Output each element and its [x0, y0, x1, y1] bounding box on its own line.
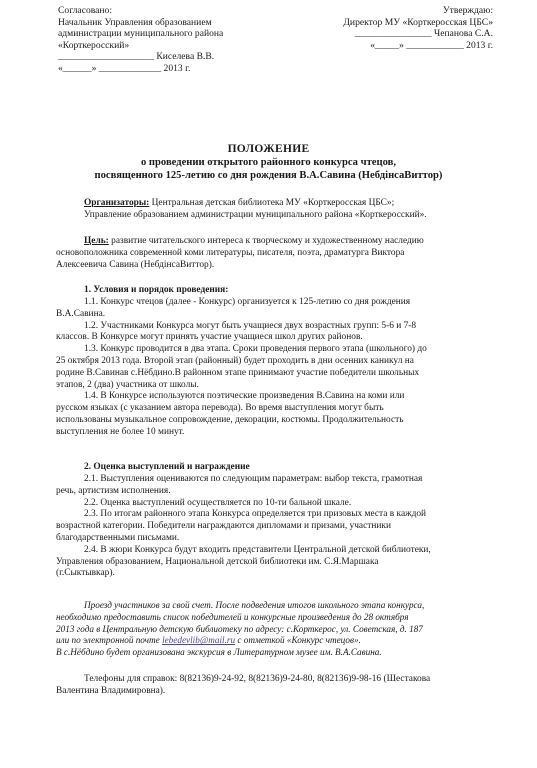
title-sub2: посвященного 125-летию со дня рождения В.А.Савина (НебдінсаВиттор): [94, 170, 443, 181]
organizers-text-1: Центральная детская библиотека МУ «Корткеросская ЦБС»;: [149, 198, 395, 208]
section2-line: 2.2. Оценка выступлений осуществляется по 10-ти бальной шкале.: [84, 497, 352, 508]
organizers-line-1: [84, 198, 499, 210]
confirm-position: Директор МУ «Корткеросская ЦБС»: [343, 16, 493, 28]
confirm-date: «_____» ____________ 2013 г.: [370, 39, 493, 51]
note-line-4-pre: или по электронной почте: [56, 635, 163, 646]
section2-line: (г.Сыктывкар).: [56, 568, 115, 579]
note-line-3: 2013 года в Центральную детскую библиотеку по адресу: с.Корткерос, ул. Советская, д. 187: [56, 623, 423, 634]
note-line-2: необходимо предоставить список победителей и конкурсные произведения до 28 октября: [56, 611, 409, 622]
section1-body: [56, 297, 499, 439]
document-title: [0, 142, 537, 182]
section1-line: 1.2. Участниками Конкурса могут быть учащиеся двух возрастных групп: 5-6 и 7-8: [84, 320, 417, 331]
section2-line: речь, артистизм исполнения.: [56, 485, 171, 496]
goal-paragraph: [56, 236, 499, 271]
organizers-paragraph: [84, 198, 499, 222]
section1-line: 1.3. Конкурс проводится в два этапа. Сроки проведения первого этапа (школьного) до: [84, 344, 427, 355]
section1-line: выступления не более 10 минут.: [56, 426, 185, 437]
title-main: ПОЛОЖЕНИЕ: [227, 143, 310, 155]
section2-line: 2.4. В жюри Конкурса будут входить представители Центральной детской библиотеки,: [84, 544, 431, 555]
section1-line: этапов, 2 (два) участника от школы.: [56, 379, 199, 390]
note-line-4-post: с отметкой «Конкурс чтецов».: [235, 635, 361, 646]
section1-line: использованы музыкальное сопровождение, декорации, костюмы. Продолжительность: [56, 414, 404, 425]
title-sub1: о проведении открытого районного конкурса чтецов,: [140, 157, 396, 168]
note-paragraph: [56, 600, 499, 659]
approval-date: «______» _____________ 2013 г.: [58, 62, 191, 74]
note-line-1: Проезд участников за свой счет. После подведения итогов школьного этапа конкурса,: [84, 600, 425, 610]
approval-block: [58, 5, 268, 74]
approval-label: Согласовано:: [58, 5, 113, 16]
section1-line: родине В.Савинав с.Нёбдино.В районном этапе принимают участие победители школьных: [56, 367, 420, 378]
section2-body: [56, 474, 499, 580]
section1-line: В.А.Савина.: [56, 308, 106, 319]
approval-position: Начальник Управления образованием: [58, 16, 212, 28]
section1-heading: 1. Условия и порядок проведения:: [84, 285, 229, 295]
goal-text-1: развитие читательского интереса к творческому и художественному наследию: [108, 236, 424, 246]
note-line-4: [56, 635, 499, 647]
confirm-label: Утверждаю:: [442, 5, 493, 16]
goal-line-1: [84, 236, 499, 248]
phones-line-1: Телефоны для справок: 8(82136)9-24-92, 8(82136)9-24-80, 8(82136)9-98-16 (Шестакова: [84, 674, 431, 684]
section1-line: 1.4. В Конкурсе используются поэтические произведения В.Савина на коми или: [84, 391, 405, 402]
approval-signature: ____________________ Киселева В.В.: [58, 51, 215, 62]
organizers-line-2: Управление образованием администрации муниципального района «Корткеросский».: [84, 209, 427, 220]
phones-paragraph: [56, 674, 499, 698]
approval-org: администрации муниципального района: [58, 28, 224, 39]
goal-label: Цель:: [84, 236, 109, 246]
section1-line: 25 октября 2013 года. Второй этап (районный) будет проходить в дни осенних каникул на: [56, 355, 414, 366]
organizers-label: Организаторы:: [84, 198, 150, 208]
phones-line-2: Валентина Владимировна).: [56, 685, 166, 696]
section2-line: 2.1. Выступления оцениваются по следующим параметрам: выбор текста, грамотная: [84, 474, 423, 484]
goal-line-3: Алексеевича Савина (НебдінсаВиттор).: [56, 259, 215, 270]
email-link[interactable]: lebedevlib@mail.ru: [162, 635, 236, 646]
section1-line: 1.1. Конкурс чтецов (далее - Конкурс) организуется к 125-летию со дня рождения: [84, 297, 411, 307]
section1-line: классов. В Конкурсе могут принять участие учащиеся школ других районов.: [56, 332, 363, 343]
approval-org-name: «Корткеросский»: [58, 39, 130, 51]
section2-line: Управления образованием, Национальной детской библиотеки им. С.Я.Маршака: [56, 556, 379, 567]
section2-line: 2.3. По итогам районного этапа Конкурса определяется три призовых места в каждой: [84, 509, 427, 520]
section2-line: возрастной категории. Победители награждаются дипломами и призами, участники: [56, 521, 391, 532]
confirm-signature: ________________ Чепанова С.А.: [354, 28, 493, 39]
note-line-5: В с.Нёбдино будет организована экскурсия в Литературном музее им. В.А.Савина.: [56, 647, 382, 658]
section1-line: русском языках (с указанием автора перевода). Во время выступления могут быть: [56, 403, 384, 414]
goal-line-2: основоположника современной коми литературы, писателя, поэта, драматурга Виктора: [56, 247, 405, 258]
section2-heading: 2. Оценка выступлений и награждение: [84, 462, 250, 472]
section2-line: благодарственными письмами.: [56, 532, 180, 543]
confirm-block: [318, 5, 493, 51]
